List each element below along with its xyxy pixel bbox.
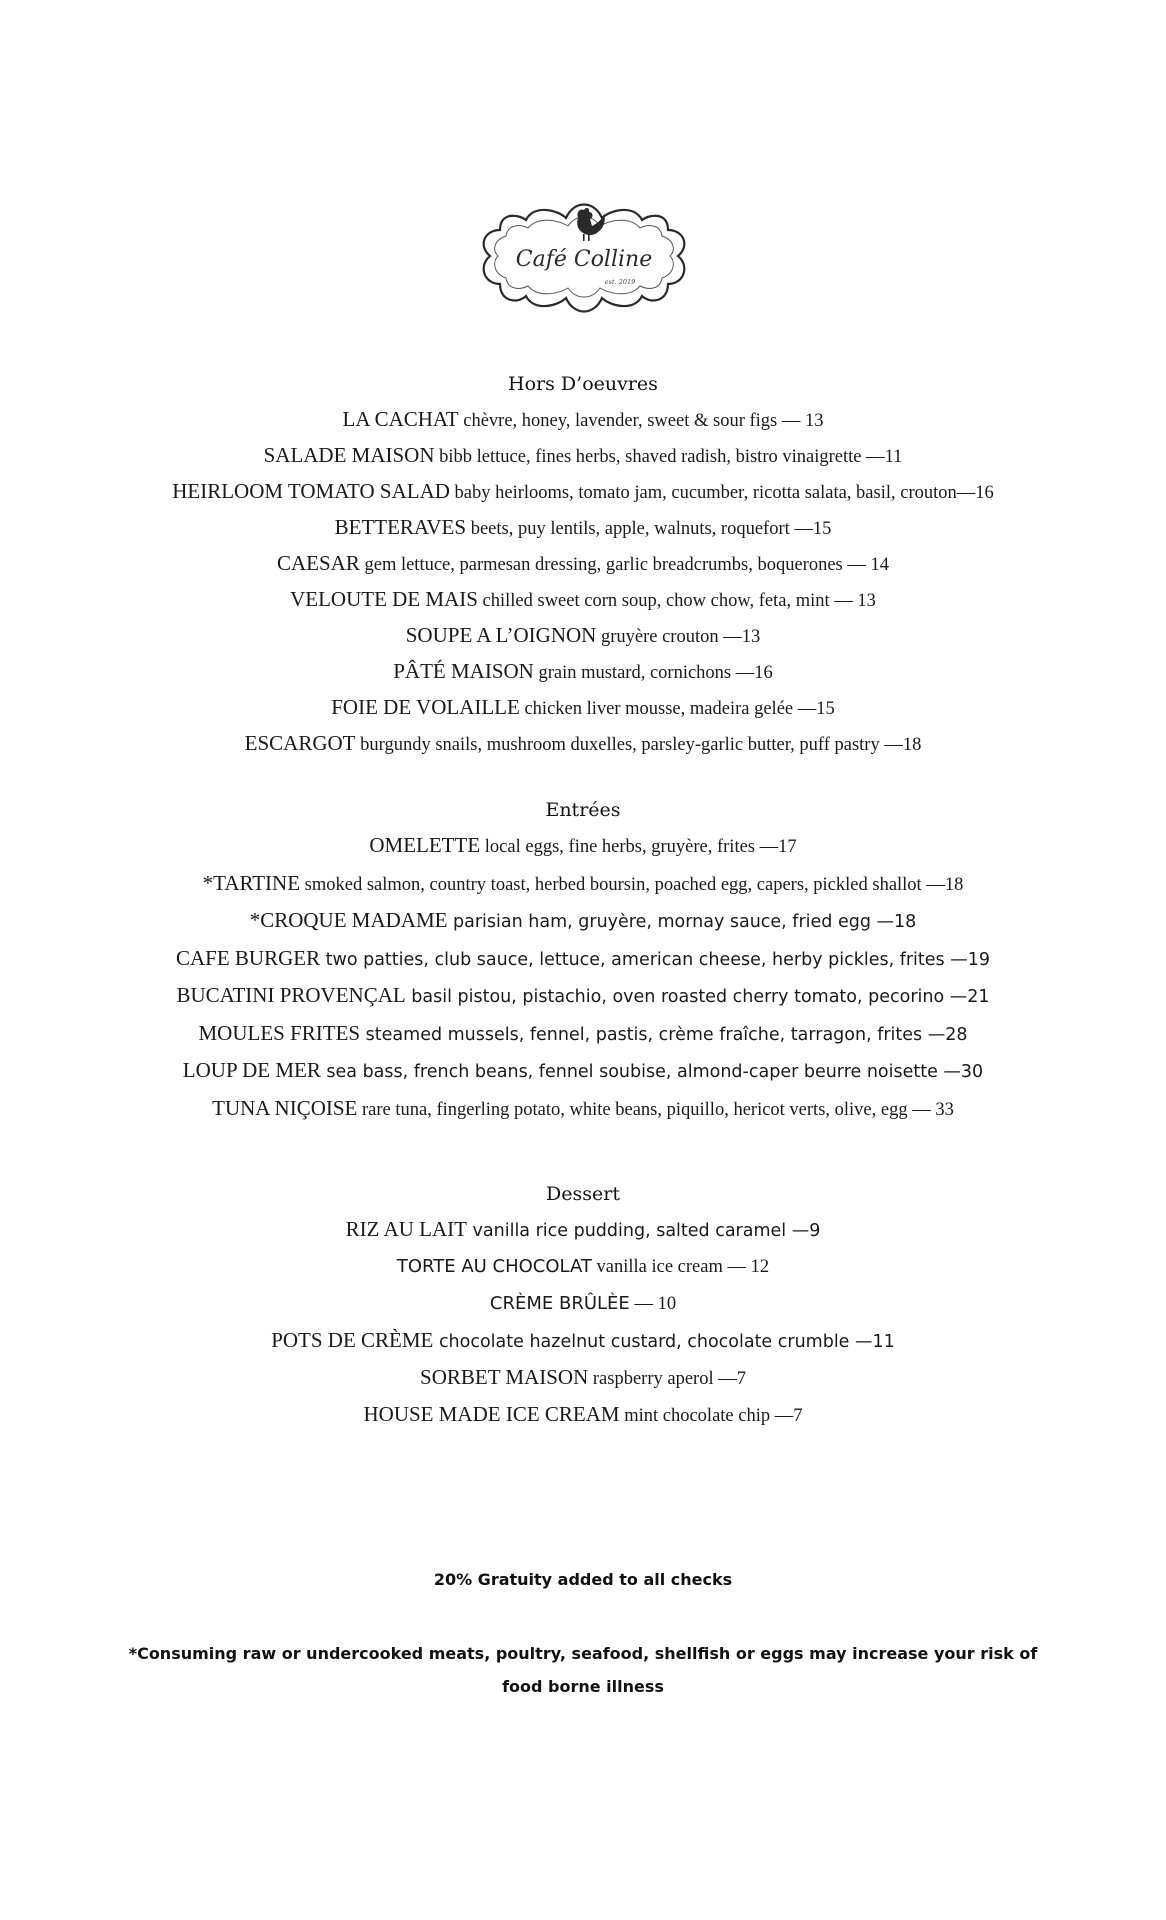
item-description: burgundy snails, mushroom duxelles, parsley-garlic butter, puff pastry —18 [355, 735, 922, 755]
item-name: CRÈME BRÛLÈE [489, 1293, 630, 1314]
item-description: chicken liver mousse, madeira gelée —15 [519, 699, 835, 719]
item-description: basil pistou, pistachio, oven roasted cherry tomato, pecorino —21 [405, 987, 990, 1007]
menu-item [0, 401, 1166, 437]
item-name: *TARTINE [202, 870, 301, 895]
item-name: LOUP DE MER [182, 1058, 321, 1082]
item-name: SOUPE A L’OIGNON [405, 623, 597, 647]
item-description: steamed mussels, fennel, pastis, crème fraîche, tarragon, frites —28 [360, 1024, 968, 1045]
item-name: CAESAR [277, 551, 360, 575]
menu-item [0, 1090, 1166, 1128]
food-safety-warning [0, 1637, 1166, 1703]
warning-line: *Consuming raw or undercooked meats, poultry, seafood, shellfish or eggs may increase your risk of [128, 1644, 1038, 1663]
item-name: OMELETTE [369, 833, 481, 857]
item-description: — 10 [629, 1294, 677, 1314]
item-description: parisian ham, gruyère, mornay sauce, fried egg —18 [447, 912, 917, 932]
section-title: Dessert [546, 1183, 620, 1205]
item-name: SORBET MAISON [420, 1365, 589, 1389]
item-description: mint chocolate chip —7 [619, 1406, 803, 1426]
item-name: ESCARGOT [244, 731, 356, 755]
item-description: raspberry aperol —7 [588, 1369, 746, 1389]
item-description: smoked salmon, country toast, herbed boursin, poached egg, capers, pickled shallot —18 [300, 874, 964, 895]
item-name: POTS DE CRÈME [271, 1328, 434, 1352]
item-description: two patties, club sauce, lettuce, american cheese, herby pickles, frites —19 [320, 949, 990, 970]
warning-line: food borne illness [502, 1677, 664, 1696]
menu-item [0, 865, 1166, 903]
item-name: SALADE MAISON [263, 443, 435, 467]
section-title: Entrées [545, 799, 621, 821]
item-description: vanilla rice pudding, salted caramel —9 [466, 1221, 821, 1241]
item-name: MOULES FRITES [198, 1020, 361, 1045]
item-description: baby heirlooms, tomato jam, cucumber, ricotta salata, basil, crouton—16 [449, 483, 994, 503]
menu-item [0, 902, 1166, 940]
item-description: local eggs, fine herbs, gruyère, frites —17 [480, 837, 797, 857]
cafe-colline-logo [470, 190, 698, 325]
dessert-section [0, 1178, 1166, 1433]
menu-item [0, 473, 1166, 509]
item-name: TUNA NIÇOISE [212, 1095, 358, 1120]
menu-item [0, 1248, 1166, 1285]
menu-item [0, 1322, 1166, 1359]
item-name: HOUSE MADE ICE CREAM [363, 1402, 620, 1426]
menu-item [0, 1285, 1166, 1322]
menu-item [0, 581, 1166, 617]
section-title: Hors D’oeuvres [508, 373, 658, 395]
menu-item [0, 509, 1166, 545]
item-name: PÂTÉ MAISON [393, 659, 534, 683]
menu-item [0, 617, 1166, 653]
logo-tagline: est. 2019 [604, 278, 636, 286]
gratuity-note: 20% Gratuity added to all checks [433, 1570, 733, 1589]
menu-item [0, 1211, 1166, 1248]
item-description: chilled sweet corn soup, chow chow, feta, mint — 13 [477, 591, 876, 611]
item-name: TORTE AU CHOCOLAT [396, 1256, 592, 1277]
item-description: bibb lettuce, fines herbs, shaved radish, bistro vinaigrette —11 [434, 447, 903, 467]
menu-item [0, 725, 1166, 761]
menu-item [0, 1052, 1166, 1090]
item-name: FOIE DE VOLAILLE [331, 695, 520, 719]
menu-item [0, 437, 1166, 473]
menu-item [0, 1015, 1166, 1053]
item-name: HEIRLOOM TOMATO SALAD [172, 479, 450, 503]
item-name: VELOUTE DE MAIS [290, 587, 478, 611]
item-name: CAFE BURGER [175, 945, 321, 970]
entrees-section [0, 794, 1166, 1127]
menu-item [0, 977, 1166, 1015]
item-name: LA CACHAT [342, 407, 459, 431]
item-description: vanilla ice cream — 12 [591, 1257, 770, 1277]
menu-item [0, 827, 1166, 865]
item-description: grain mustard, cornichons —16 [533, 663, 773, 683]
menu-item [0, 1359, 1166, 1396]
menu-item [0, 689, 1166, 725]
item-description: chocolate hazelnut custard, chocolate crumble —11 [433, 1332, 895, 1352]
item-description: gem lettuce, parmesan dressing, garlic breadcrumbs, boquerones — 14 [359, 555, 889, 575]
item-description: rare tuna, fingerling potato, white beans, piquillo, hericot verts, olive, egg — 33 [357, 1099, 954, 1120]
menu-item [0, 940, 1166, 978]
menu-item [0, 653, 1166, 689]
rooster-icon [577, 208, 605, 241]
logo-wordmark: Café Colline [515, 247, 653, 272]
hors-doeuvres-section [0, 368, 1166, 761]
item-description: beets, puy lentils, apple, walnuts, roquefort —15 [466, 519, 832, 539]
item-name: BUCATINI PROVENÇAL [176, 983, 406, 1007]
item-name: RIZ AU LAIT [345, 1217, 467, 1241]
menu-item [0, 1396, 1166, 1433]
menu-item [0, 545, 1166, 581]
item-name: BETTERAVES [334, 515, 467, 539]
item-description: chèvre, honey, lavender, sweet & sour figs — 13 [458, 411, 824, 431]
item-description: sea bass, french beans, fennel soubise, almond-caper beurre noisette —30 [320, 1062, 984, 1082]
item-name: *CROQUE MADAME [249, 908, 448, 932]
item-description: gruyère crouton —13 [596, 627, 761, 647]
